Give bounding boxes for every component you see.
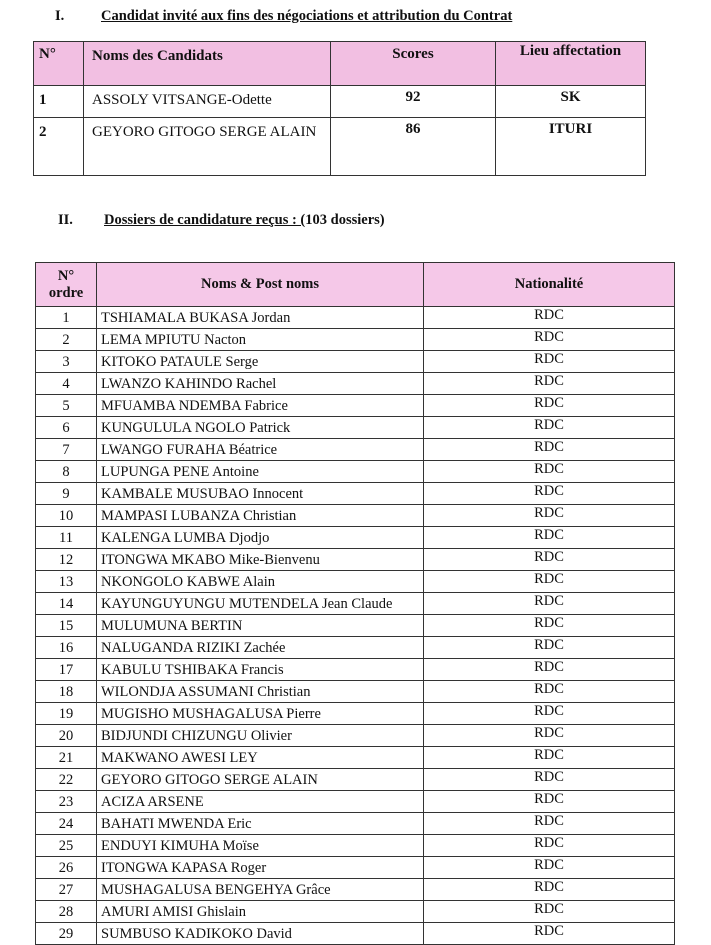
applicant-name: SUMBUSO KADIKOKO David (97, 923, 424, 945)
header-names: Noms & Post noms (97, 263, 424, 307)
applicant-name: MAKWANO AWESI LEY (97, 747, 424, 769)
applicant-name: NALUGANDA RIZIKI Zachée (97, 637, 424, 659)
table-row (36, 857, 675, 879)
candidate-location: ITURI (496, 118, 646, 176)
table-row (36, 879, 675, 901)
applications-table-body (36, 307, 675, 945)
nationality: RDC (424, 505, 675, 527)
table-row (36, 549, 675, 571)
order-number: 23 (36, 791, 97, 813)
applicant-name: LWANGO FURAHA Béatrice (97, 439, 424, 461)
order-number: 8 (36, 461, 97, 483)
table-row (36, 571, 675, 593)
dossier-count: 103 dossiers) (305, 212, 385, 228)
nationality: RDC (424, 439, 675, 461)
table-row (36, 637, 675, 659)
table-row (36, 703, 675, 725)
order-number: 21 (36, 747, 97, 769)
nationality: RDC (424, 373, 675, 395)
applicant-name: ENDUYI KIMUHA Moïse (97, 835, 424, 857)
table-row (36, 461, 675, 483)
header-order-line1: N° (57, 267, 75, 284)
applicant-name: LUPUNGA PENE Antoine (97, 461, 424, 483)
nationality: RDC (424, 615, 675, 637)
applicant-name: ITONGWA MKABO Mike-Bienvenu (97, 549, 424, 571)
nationality: RDC (424, 813, 675, 835)
applicant-name: GEYORO GITOGO SERGE ALAIN (97, 769, 424, 791)
table-row (36, 351, 675, 373)
applicant-name: KABULU TSHIBAKA Francis (97, 659, 424, 681)
applicant-name: KITOKO PATAULE Serge (97, 351, 424, 373)
candidate-name: GEYORO GITOGO SERGE ALAIN (84, 118, 331, 176)
applicant-name: ITONGWA KAPASA Roger (97, 857, 424, 879)
table-row (36, 505, 675, 527)
applications-received-table (35, 262, 675, 945)
nationality: RDC (424, 659, 675, 681)
header-order-number (36, 263, 97, 307)
order-number: 12 (36, 549, 97, 571)
table-row (36, 923, 675, 945)
order-number: 4 (36, 373, 97, 395)
candidate-number: 2 (34, 118, 84, 176)
order-number: 24 (36, 813, 97, 835)
nationality: RDC (424, 571, 675, 593)
applicant-name: MULUMUNA BERTIN (97, 615, 424, 637)
order-number: 16 (36, 637, 97, 659)
applicant-name: WILONDJA ASSUMANI Christian (97, 681, 424, 703)
table-row (36, 329, 675, 351)
applicant-name: MAMPASI LUBANZA Christian (97, 505, 424, 527)
order-number: 2 (36, 329, 97, 351)
nationality: RDC (424, 549, 675, 571)
order-number: 3 (36, 351, 97, 373)
table-row (36, 835, 675, 857)
nationality: RDC (424, 395, 675, 417)
applicant-name: KUNGULULA NGOLO Patrick (97, 417, 424, 439)
table-row (36, 813, 675, 835)
order-number: 18 (36, 681, 97, 703)
header-candidate-names: Noms des Candidats (84, 42, 331, 86)
order-number: 14 (36, 593, 97, 615)
nationality: RDC (424, 901, 675, 923)
applicant-name: LWANZO KAHINDO Rachel (97, 373, 424, 395)
order-number: 26 (36, 857, 97, 879)
nationality: RDC (424, 747, 675, 769)
nationality: RDC (424, 307, 675, 329)
header-number: N° (34, 42, 84, 86)
nationality: RDC (424, 681, 675, 703)
applicant-name: LEMA MPIUTU Nacton (97, 329, 424, 351)
order-number: 25 (36, 835, 97, 857)
table-row (36, 681, 675, 703)
applicant-name: MUSHAGALUSA BENGEHYA Grâce (97, 879, 424, 901)
nationality: RDC (424, 351, 675, 373)
applicant-name: NKONGOLO KABWE Alain (97, 571, 424, 593)
nationality: RDC (424, 835, 675, 857)
order-number: 22 (36, 769, 97, 791)
applicant-name: TSHIAMALA BUKASA Jordan (97, 307, 424, 329)
order-number: 1 (36, 307, 97, 329)
applicant-name: KALENGA LUMBA Djodjo (97, 527, 424, 549)
nationality: RDC (424, 923, 675, 945)
table-row (36, 901, 675, 923)
nationality: RDC (424, 461, 675, 483)
order-number: 28 (36, 901, 97, 923)
header-nationality: Nationalité (424, 263, 675, 307)
applicant-name: MUGISHO MUSHAGALUSA Pierre (97, 703, 424, 725)
applicant-name: MFUAMBA NDEMBA Fabrice (97, 395, 424, 417)
applicant-name: ACIZA ARSENE (97, 791, 424, 813)
table-row (36, 725, 675, 747)
table-row (36, 791, 675, 813)
nationality: RDC (424, 791, 675, 813)
table-row (34, 118, 646, 176)
nationality: RDC (424, 725, 675, 747)
order-number: 13 (36, 571, 97, 593)
section-1-heading (55, 8, 512, 25)
section-2-heading (58, 212, 385, 229)
applicant-name: BAHATI MWENDA Eric (97, 813, 424, 835)
table-row (36, 615, 675, 637)
order-number: 15 (36, 615, 97, 637)
table-row (36, 747, 675, 769)
order-number: 6 (36, 417, 97, 439)
order-number: 27 (36, 879, 97, 901)
table-header-row (34, 42, 646, 86)
table-row (36, 439, 675, 461)
table-row (34, 86, 646, 118)
order-number: 17 (36, 659, 97, 681)
candidate-score: 86 (331, 118, 496, 176)
order-number: 29 (36, 923, 97, 945)
table-row (36, 659, 675, 681)
nationality: RDC (424, 879, 675, 901)
order-number: 5 (36, 395, 97, 417)
table-row (36, 527, 675, 549)
nationality: RDC (424, 417, 675, 439)
candidate-name: ASSOLY VITSANGE-Odette (84, 86, 331, 118)
table-row (36, 593, 675, 615)
section-1-number: I. (55, 8, 65, 24)
nationality: RDC (424, 769, 675, 791)
header-order-line2: ordre (48, 284, 84, 301)
order-number: 11 (36, 527, 97, 549)
section-2-number: II. (58, 212, 73, 228)
applicant-name: KAMBALE MUSUBAO Innocent (97, 483, 424, 505)
applicant-name: BIDJUNDI CHIZUNGU Olivier (97, 725, 424, 747)
nationality: RDC (424, 637, 675, 659)
table-row (36, 307, 675, 329)
nationality: RDC (424, 857, 675, 879)
table-row (36, 483, 675, 505)
table-row (36, 769, 675, 791)
table-row (36, 395, 675, 417)
candidate-score: 92 (331, 86, 496, 118)
candidate-number: 1 (34, 86, 84, 118)
table-row (36, 373, 675, 395)
candidate-location: SK (496, 86, 646, 118)
order-number: 7 (36, 439, 97, 461)
header-scores: Scores (331, 42, 496, 86)
table-row (36, 417, 675, 439)
applicant-name: KAYUNGUYUNGU MUTENDELA Jean Claude (97, 593, 424, 615)
applicant-name: AMURI AMISI Ghislain (97, 901, 424, 923)
order-number: 20 (36, 725, 97, 747)
nationality: RDC (424, 329, 675, 351)
order-number: 9 (36, 483, 97, 505)
header-assignment-location: Lieu affectation (496, 42, 646, 86)
invited-candidates-table (33, 41, 646, 176)
nationality: RDC (424, 593, 675, 615)
table-header-row (36, 263, 675, 307)
order-number: 19 (36, 703, 97, 725)
nationality: RDC (424, 483, 675, 505)
section-2-title: Dossiers de candidature reçus : ( (104, 212, 306, 228)
nationality: RDC (424, 703, 675, 725)
nationality: RDC (424, 527, 675, 549)
section-1-title: Candidat invité aux fins des négociations et attribution du Contrat (101, 8, 513, 24)
order-number: 10 (36, 505, 97, 527)
